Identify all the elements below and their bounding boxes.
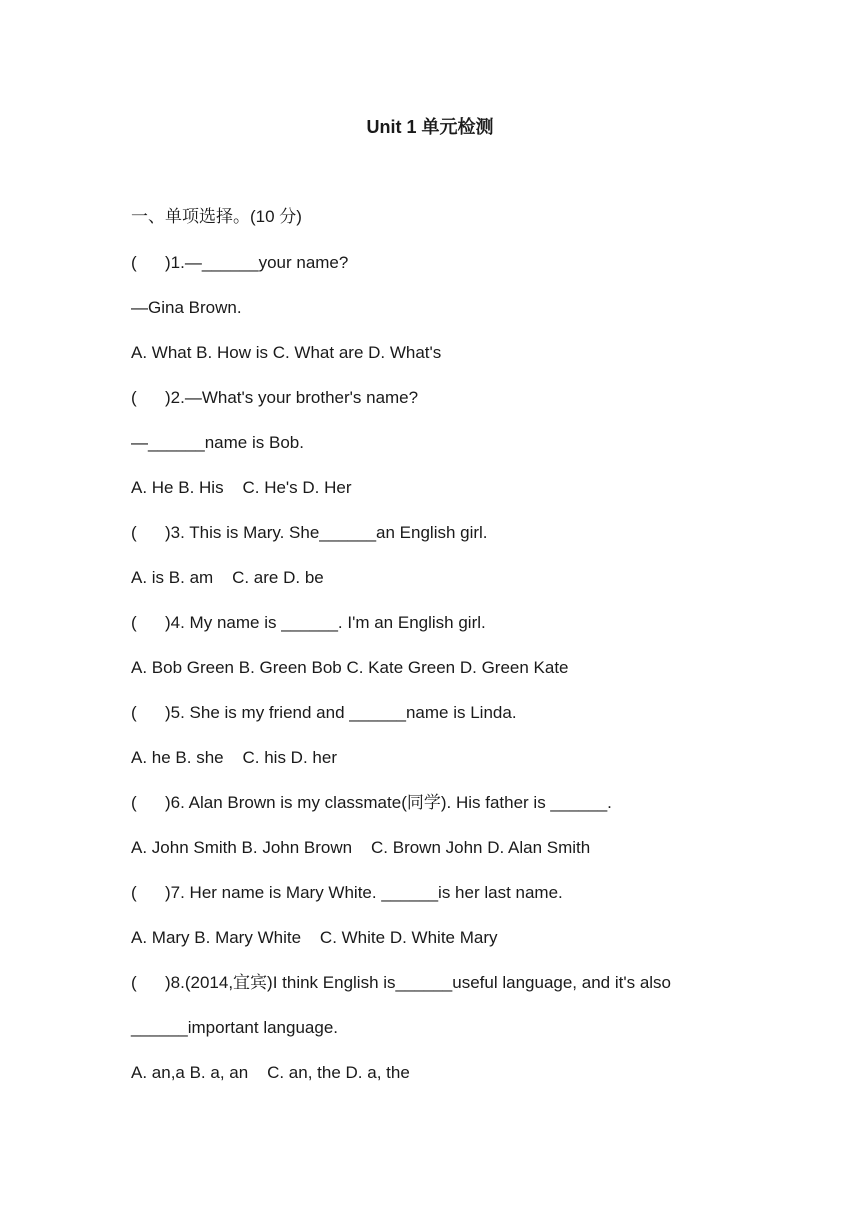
- question-list: [131, 250, 771, 1105]
- question-7-options: A. Mary B. Mary White C. White D. White Mary: [131, 928, 498, 947]
- question-8-stem-continued: ______important language.: [131, 1018, 338, 1037]
- question-7-stem: ( )7. Her name is Mary White. ______is her last name.: [131, 883, 563, 902]
- question-3-stem: ( )3. This is Mary. She______an English girl.: [131, 523, 488, 542]
- question-1-stem: ( )1.—______your name?: [131, 253, 349, 272]
- question-1-answer-line: —Gina Brown.: [131, 298, 242, 317]
- section-heading: 一、单项选择。(10 分): [131, 207, 302, 226]
- question-2-options: A. He B. His C. He's D. Her: [131, 478, 352, 497]
- page-title: Unit 1 单元检测: [366, 117, 494, 137]
- question-6-stem: ( )6. Alan Brown is my classmate(同学). His father is ______.: [131, 793, 612, 812]
- question-4-stem: ( )4. My name is ______. I'm an English girl.: [131, 613, 486, 632]
- question-2-stem: ( )2.—What's your brother's name?: [131, 388, 419, 407]
- question-8-options: A. an,a B. a, an C. an, the D. a, the: [131, 1063, 410, 1082]
- question-5-options: A. he B. she C. his D. her: [131, 748, 337, 767]
- question-4-options: A. Bob Green B. Green Bob C. Kate Green D. Green Kate: [131, 658, 569, 677]
- question-8-stem: ( )8.(2014,宜宾)I think English is______useful language, and it's also: [131, 973, 671, 992]
- question-2-answer-line: —______name is Bob.: [131, 433, 304, 452]
- question-3-options: A. is B. am C. are D. be: [131, 568, 324, 587]
- question-6-options: A. John Smith B. John Brown C. Brown John D. Alan Smith: [131, 838, 591, 857]
- question-1-options: A. What B. How is C. What are D. What's: [131, 343, 442, 362]
- question-5-stem: ( )5. She is my friend and ______name is Linda.: [131, 703, 517, 722]
